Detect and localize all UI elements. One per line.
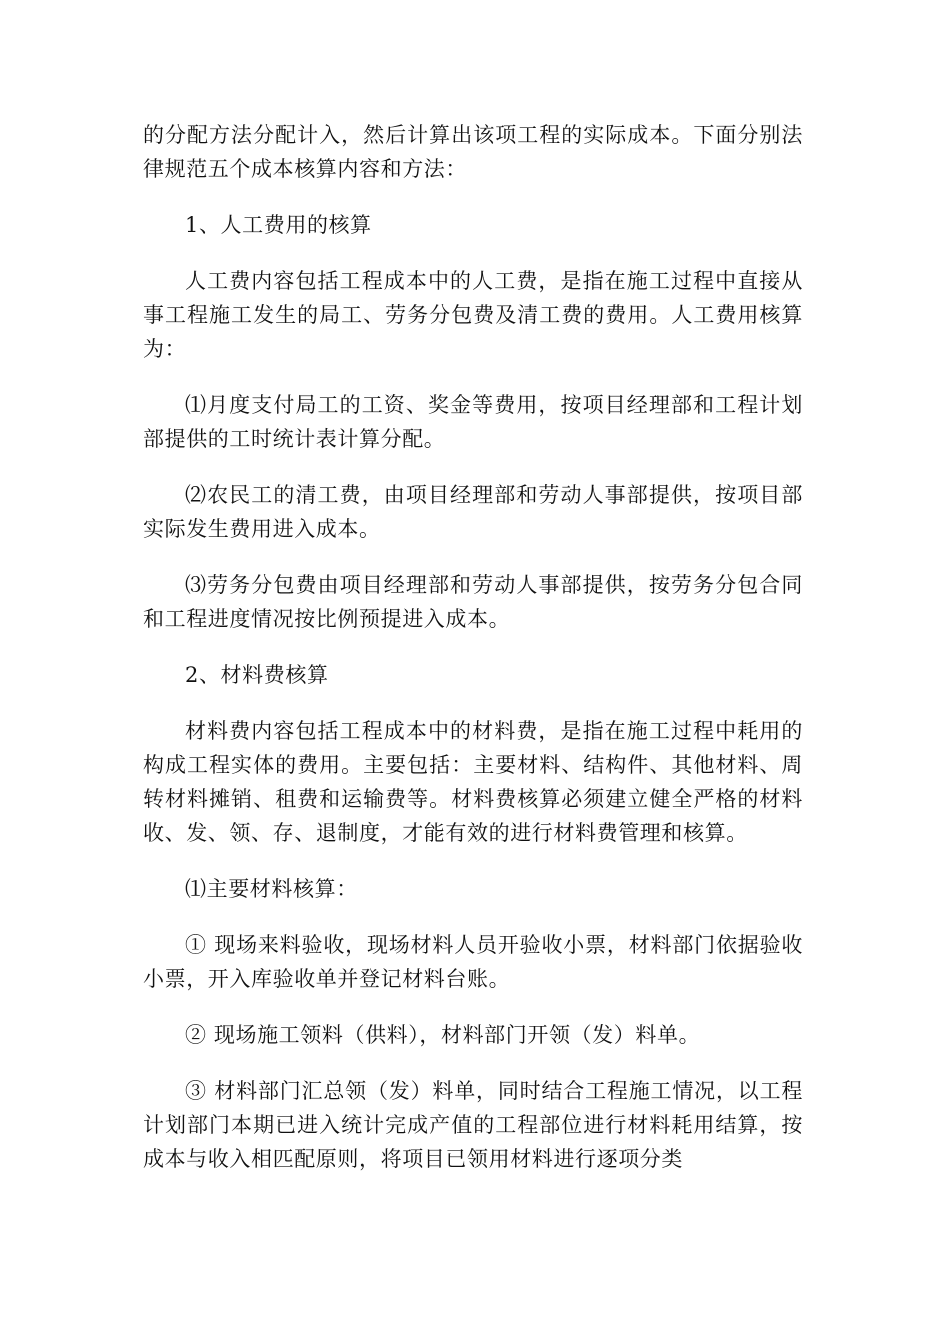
paragraph-material-step-2: ② 现场施工领料（供料），材料部门开领（发）料单。 xyxy=(185,1023,701,1047)
heading-labor-cost: 1、人工费用的核算 xyxy=(185,213,372,237)
paragraph-material-step-3: ③ 材料部门汇总领（发）料单，同时结合工程施工情况，以工程计划部门本期已进入统计完成产值的工程部位进行材料耗用结算，按成本与收入相匹配原则，将项目已领用材料进行逐项分类 xyxy=(143,1079,803,1171)
heading-material-cost: 2、材料费核算 xyxy=(185,663,329,687)
paragraph-labor-item-3: ⑶劳务分包费由项目经理部和劳动人事部提供，按劳务分包合同和工程进度情况按比例预提进入成本。 xyxy=(143,573,803,631)
paragraph-material-step-1: ① 现场来料验收，现场材料人员开验收小票，材料部门依据验收小票，开入库验收单并登记材料台账。 xyxy=(143,933,803,991)
paragraph-material-cost-content: 材料费内容包括工程成本中的材料费，是指在施工过程中耗用的构成工程实体的费用。主要包括：主要材料、结构件、其他材料、周转材料摊销、租费和运输费等。材料费核算必须建立健全严格的材料收、发、领、存、退制度，才能有效的进行材料费管理和核算。 xyxy=(143,719,803,845)
document-body xyxy=(143,118,803,1198)
paragraph-intro: 的分配方法分配计入，然后计算出该项工程的实际成本。下面分别法律规范五个成本核算内容和方法： xyxy=(143,123,803,181)
paragraph-labor-item-2: ⑵农民工的清工费，由项目经理部和劳动人事部提供，按项目部实际发生费用进入成本。 xyxy=(143,483,803,541)
paragraph-labor-item-1: ⑴月度支付局工的工资、奖金等费用，按项目经理部和工程计划部提供的工时统计表计算分配。 xyxy=(143,393,803,451)
paragraph-labor-cost-content: 人工费内容包括工程成本中的人工费，是指在施工过程中直接从事工程施工发生的局工、劳务分包费及清工费的费用。人工费用核算为： xyxy=(143,269,803,361)
heading-main-material: ⑴主要材料核算： xyxy=(185,877,358,901)
